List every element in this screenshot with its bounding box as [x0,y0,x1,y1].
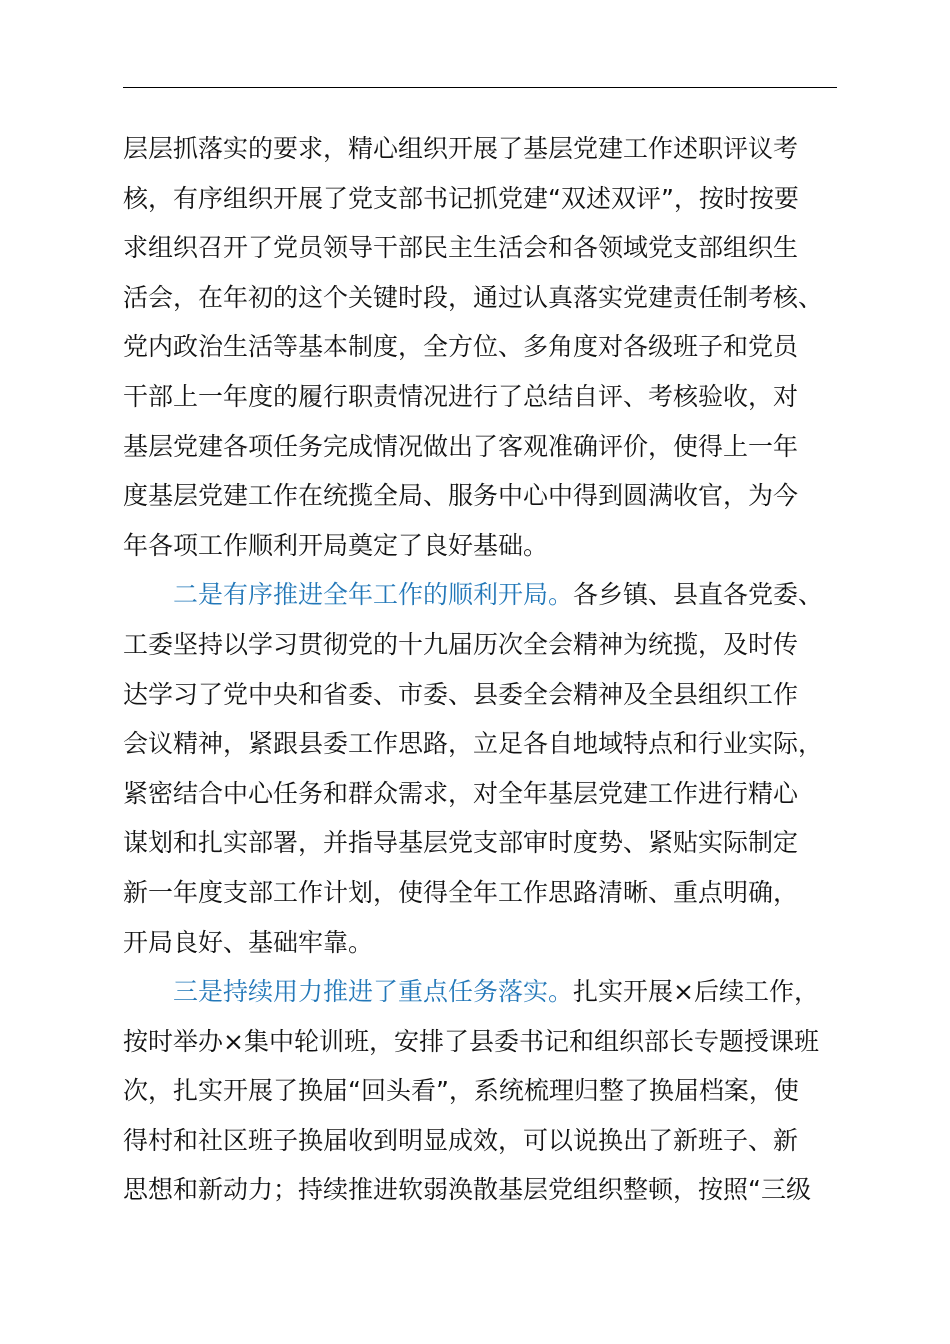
text-line: 求组织召开了党员领导干部民主生活会和各领域党支部组织生 [123,233,799,263]
text-line: 会议精神，紧跟县委工作思路，立足各自地域特点和行业实际， [123,729,824,759]
paragraph-heading: 三是持续用力推进了重点任务落实。 [173,977,574,1007]
text-run: 扎实开展×后续工作， [573,977,819,1007]
text-line: 次，扎实开展了换届“回头看”，系统梳理归整了换届档案，使 [123,1076,799,1106]
text-line: 按时举办×集中轮训班，安排了县委书记和组织部长专题授课班 [123,1026,819,1056]
header-rule [123,87,837,88]
text-line: 思想和新动力；持续推进软弱涣散基层党组织整顿，按照“三级 [123,1175,811,1205]
text-line: 干部上一年度的履行职责情况进行了总结自评、考核验收，对 [123,381,799,411]
text-line: 达学习了党中央和省委、市委、县委全会精神及全县组织工作 [123,679,799,709]
text-line: 层层抓落实的要求，精心组织开展了基层党建工作述职评议考 [123,134,799,163]
text-line: 度基层党建工作在统揽全局、服务中心中得到圆满收官，为今 [123,481,799,511]
text-line: 得村和社区班子换届收到明显成效，可以说换出了新班子、新 [123,1125,799,1155]
text-line [123,967,863,1017]
text-line: 核，有序组织开展了党支部书记抓党建“双述双评”，按时按要 [123,183,799,213]
text-line: 年各项工作顺利开局奠定了良好基础。 [123,530,549,560]
text-line: 谋划和扎实部署，并指导基层党支部审时度势、紧贴实际制定 [123,828,799,858]
text-line: 工委坚持以学习贯彻党的十九届历次全会精神为统揽，及时传 [123,629,799,659]
body-text [123,124,863,1215]
text-line: 活会，在年初的这个关键时段，通过认真落实党建责任制考核、 [123,282,824,312]
text-line: 新一年度支部工作计划，使得全年工作思路清晰、重点明确， [123,877,799,907]
text-run: 各乡镇、县直各党委、 [573,580,824,610]
paragraph-heading: 二是有序推进全年工作的顺利开局。 [173,580,574,610]
text-line: 基层党建各项任务完成情况做出了客观准确评价，使得上一年 [123,431,799,461]
text-line: 紧密结合中心任务和群众需求，对全年基层党建工作进行精心 [123,778,799,808]
paragraph-1 [123,124,863,570]
text-line: 党内政治生活等基本制度，全方位、多角度对各级班子和党员 [123,332,799,362]
paragraph-3 [123,967,863,1215]
text-line: 开局良好、基础牢靠。 [123,927,374,957]
text-line [123,570,863,620]
paragraph-2 [123,570,863,967]
